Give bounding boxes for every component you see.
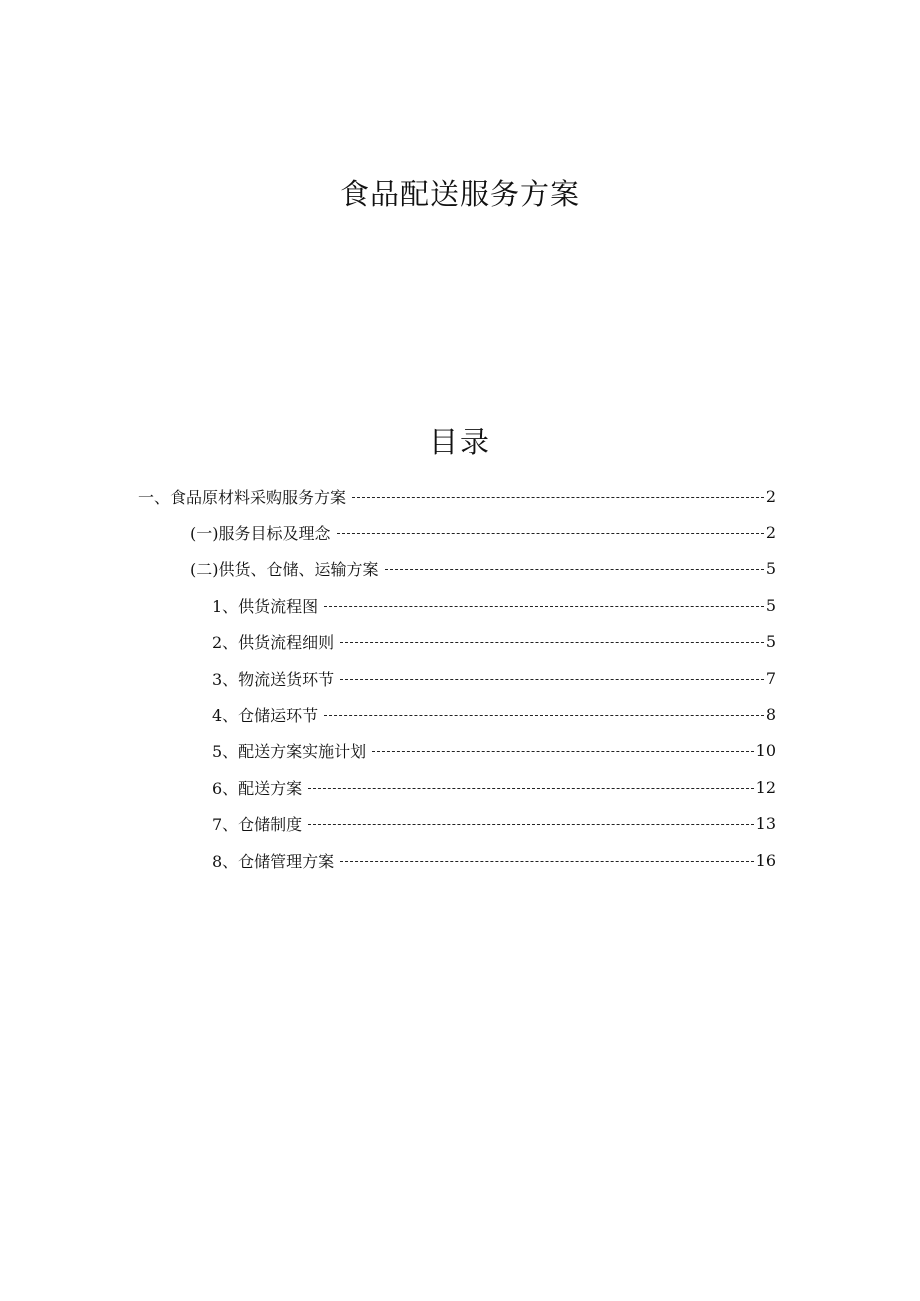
- toc-page-number: 5: [765, 595, 776, 615]
- toc-leader: [340, 642, 764, 643]
- toc-entry[interactable]: [0, 551, 920, 587]
- toc-entry[interactable]: [0, 696, 920, 732]
- toc-page-number: 2: [765, 523, 776, 543]
- toc-page-number: 2: [765, 486, 776, 506]
- toc-leader: [340, 679, 764, 680]
- toc-entry[interactable]: [0, 478, 920, 514]
- toc-page-number: 10: [755, 741, 776, 761]
- toc-entry[interactable]: [0, 733, 920, 769]
- toc-entry-label: 7、仓储制度: [212, 815, 303, 835]
- toc-leader: [352, 497, 764, 498]
- toc-entry-label: (二)供货、仓储、运输方案: [190, 560, 379, 580]
- toc-entry[interactable]: [0, 769, 920, 805]
- toc-page-number: 5: [765, 559, 776, 579]
- toc-entry[interactable]: [0, 587, 920, 623]
- document-title: 食品配送服务方案: [339, 177, 580, 211]
- toc-leader: [324, 715, 764, 716]
- toc-page-number: 5: [765, 632, 776, 652]
- toc-leader: [308, 824, 753, 825]
- toc-entry[interactable]: [0, 806, 920, 842]
- toc-entry-label: 1、供货流程图: [212, 596, 319, 616]
- toc-entry-label: (一)服务目标及理念: [190, 524, 331, 544]
- toc-page-number: 13: [755, 814, 776, 834]
- toc-entry[interactable]: [0, 514, 920, 550]
- toc-page-number: 16: [755, 850, 776, 870]
- toc-entry[interactable]: [0, 660, 920, 696]
- toc-leader: [372, 751, 753, 752]
- toc-entry-label: 5、配送方案实施计划: [212, 742, 367, 762]
- table-of-contents: [0, 478, 920, 878]
- toc-page-number: 8: [765, 705, 776, 725]
- toc-entry-label: 4、仓储运环节: [212, 706, 319, 726]
- toc-entry[interactable]: [0, 842, 920, 878]
- toc-entry-label: 2、供货流程细则: [212, 633, 335, 653]
- toc-leader: [308, 788, 753, 789]
- toc-page-number: 7: [765, 668, 776, 688]
- toc-entry[interactable]: [0, 624, 920, 660]
- toc-leader: [340, 861, 753, 862]
- toc-leader: [337, 533, 764, 534]
- toc-entry-label: 8、仓储管理方案: [212, 851, 335, 871]
- toc-heading: 目录: [428, 425, 491, 459]
- toc-page-number: 12: [755, 777, 776, 797]
- toc-entry-label: 6、配送方案: [212, 778, 303, 798]
- toc-entry-label: 3、物流送货环节: [212, 669, 335, 689]
- toc-leader: [385, 569, 764, 570]
- toc-entry-label: 一、食品原材料采购服务方案: [138, 487, 347, 507]
- toc-leader: [324, 606, 764, 607]
